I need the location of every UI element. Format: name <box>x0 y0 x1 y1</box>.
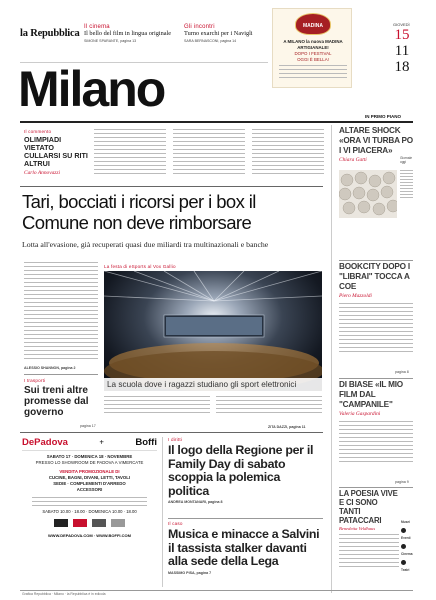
sidebar-author: Benedetta Veldhaus <box>339 526 376 531</box>
lead-body <box>24 262 98 362</box>
ad-logos <box>22 519 157 527</box>
story-author: MASSIMO PISA, pagina 7 <box>168 570 212 575</box>
ad-brand-a: DePadova <box>22 437 68 448</box>
promo-line: DOPO I FESTIVAL <box>294 51 332 56</box>
guide-label: Musei <box>401 520 411 524</box>
promo-line: ARTIGIANALE! <box>297 45 329 50</box>
lead-headline[interactable]: Tari, bocciati i ricorsi per i box il Comune non deve rimborsare <box>22 191 256 233</box>
ad-line: SABATO 17 · DOMENICA 18 · NOVEMBRE <box>46 454 133 459</box>
lead-photo <box>104 271 322 391</box>
story-author: ANDREA MONTANARI, pagina 8 <box>168 500 223 504</box>
footer-note: Grafica Repubblica · Milano · la Repubblica è in edicola <box>22 592 106 596</box>
ad-brand-b: Boffi <box>135 437 157 448</box>
sidebar-photo <box>339 170 397 218</box>
date-block <box>389 28 415 75</box>
sidebar-author: Valeria Gaspardini <box>339 411 381 417</box>
plus-icon: + <box>99 438 104 447</box>
bottom-story-1[interactable] <box>168 437 323 505</box>
sidebar-headline: ALTARE SHOCK «ORA VI TURBA PO I VI PIACERA» <box>339 126 413 155</box>
promo-top[interactable] <box>272 8 352 88</box>
commentary-kicker: Il commento <box>24 129 52 134</box>
commentary-body <box>94 129 324 181</box>
transports-kicker: I trasporti <box>24 378 46 383</box>
ad-line: VENDITA PROMOZIONALE DI <box>59 469 120 474</box>
photo-author: ZITA DAZZI, pagina 11 <box>268 425 306 429</box>
transports-meta: pagina 17 <box>80 424 96 428</box>
sidebar-story-2[interactable] <box>339 262 413 355</box>
bottom-story-2[interactable] <box>168 521 323 576</box>
commentary[interactable] <box>24 129 88 176</box>
guide-label: Eventi <box>401 536 411 540</box>
promo-line: A MILANO la nuova MADINA <box>283 39 343 44</box>
ad-line: PRESSO LO SHOWROOM DE PADOVA A VIMERCATE <box>35 460 144 465</box>
sidebar-headline: BOOKCITY DOPO I "LIBRAI" TOCCA A COE <box>339 262 410 291</box>
lead-author: ALESSIO SHANNON, pagina 2 <box>24 366 76 370</box>
guide-label: Teatri <box>401 568 410 572</box>
ad-depadova-boffi[interactable] <box>22 437 157 587</box>
teaser-meta: SIMONE SPARANTE, pagina 13 <box>84 38 137 43</box>
city-title: Milano <box>18 61 165 117</box>
commentary-title: OLIMPIADI VIETATO CULLARSI SU RITI ALTRUI <box>24 135 88 168</box>
sidebar-headline: DI BIASE «IL MIO FILM DAL "CAMPANILE" <box>339 380 403 409</box>
promo-logo: MADINA <box>295 13 331 35</box>
teaser-1[interactable] <box>84 24 179 44</box>
promo-line: OGGI È BELLA! <box>297 57 329 62</box>
date-label: GIOVEDÌ <box>393 22 410 27</box>
sidebar-author: Chiara Gatti <box>339 157 367 163</box>
side-calendar: Giornale oggi <box>400 156 413 164</box>
transports-story[interactable] <box>24 378 98 418</box>
dot-icon <box>401 528 406 533</box>
story-headline: Il logo della Regione per il Family Day di sabato scoppia la polemica politica <box>168 443 314 498</box>
photo-caption-label: La festa di eSports al Vox Gallio <box>104 264 176 269</box>
sidebar-meta: pagina 9 <box>395 480 409 484</box>
teaser-kicker: Gli incontri <box>184 24 215 30</box>
sidebar-column <box>331 125 332 593</box>
sidebar-meta: pagina 8 <box>395 370 409 374</box>
story-kicker: I diritti <box>168 437 183 442</box>
dot-icon <box>401 544 406 549</box>
ad-line: WWW.DEPADOVA.COM · WWW.BOFFI.COM <box>48 532 131 538</box>
sidebar-headline: LA POESIA VIVE E CI SONO TANTI PATACCARI <box>339 489 398 525</box>
date-day: 15 <box>394 27 410 43</box>
dot-icon <box>401 560 406 565</box>
ad-line: ACCESSORI <box>76 487 103 492</box>
teaser-meta: SARA BERNASCONI, pagina 14 <box>184 38 237 43</box>
story-kicker: Il caso <box>168 521 183 526</box>
guide-label: Cinema <box>401 552 413 556</box>
date-year: 18 <box>394 59 410 75</box>
teaser-headline: Il bello del film in lingua originale <box>84 30 172 37</box>
commentary-author: Carlo Annovazzi <box>24 170 60 176</box>
teaser-2[interactable] <box>184 24 268 44</box>
sidebar-story-3[interactable] <box>339 380 413 465</box>
lead-subhead: Lotta all'evasione, già recuperati quasi due miliardi tra multinazionali e banche <box>22 240 269 249</box>
teaser-kicker: Il cinema <box>84 24 110 30</box>
ad-line: SEDIE · COMPLEMENTI D'ARREDO <box>53 481 126 486</box>
teaser-headline: Turno exarchi per i Navigli <box>184 30 253 37</box>
ad-line: CUCINE, BAGNI, DIVANI, LETTI, TAVOLI <box>48 475 131 480</box>
sidebar-author: Piero Mazzoldi <box>339 293 372 299</box>
transports-headline: Sui treni altre promesse dal governo <box>24 385 89 418</box>
section-label: IN PRIMO PIANO <box>365 114 402 119</box>
date-month: 11 <box>394 43 410 59</box>
side-guide-box[interactable] <box>401 520 415 573</box>
photo-body <box>104 396 322 416</box>
sidebar-story-4[interactable] <box>339 489 399 570</box>
story-headline: Musica e minacce a Salvini il tassista stalker davanti alla sede della Lega <box>168 527 320 568</box>
ad-line: SABATO 10.00 · 18.00 · DOMENICA 10.00 · 18.00 <box>42 508 137 514</box>
brand-logo: la Repubblica <box>20 28 80 39</box>
photo-headline[interactable]: La scuola dove i ragazzi studiano gli sport elettronici <box>104 378 322 391</box>
